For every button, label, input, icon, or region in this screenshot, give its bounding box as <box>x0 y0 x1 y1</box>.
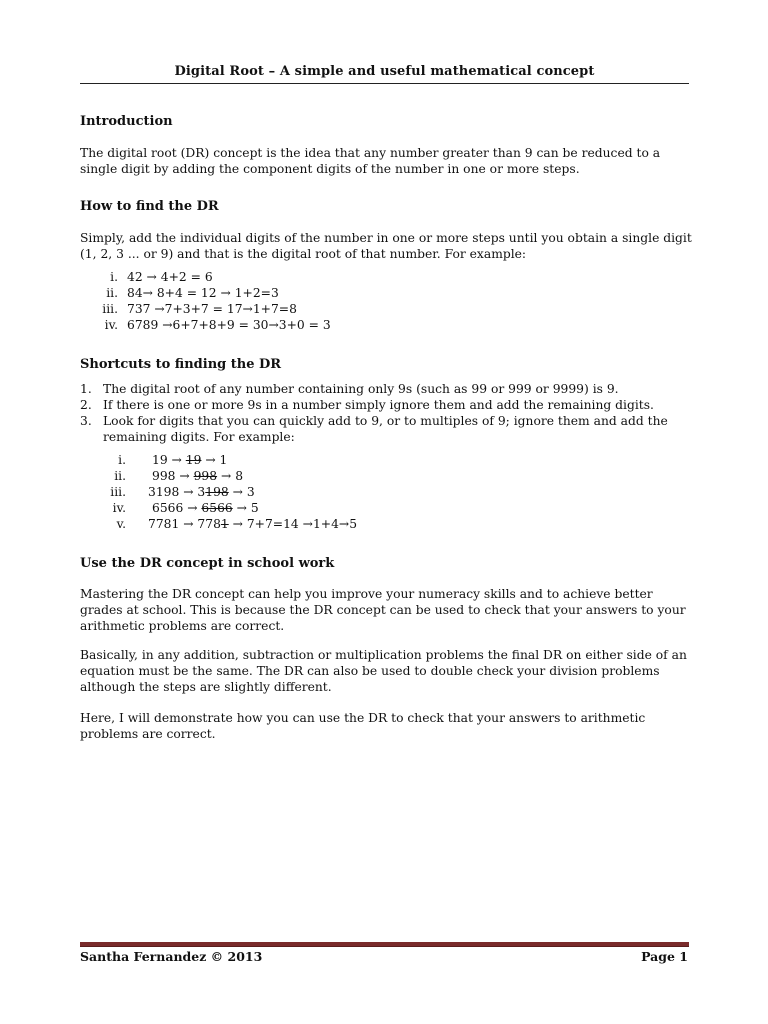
school-paragraph-2: Basically, in any addition, subtraction or multiplication problems the final DR on either side of an equation must be the same. The DR can also be used to double check your division problems although the steps are slightly different. <box>80 648 687 694</box>
list-item: 1. The digital root of any number containing only 9s (such as 99 or 999 or 9999) is 9. <box>80 382 619 396</box>
struck-digits: 19 <box>185 453 202 467</box>
page-header-title: Digital Root – A simple and useful mathematical concept <box>174 64 595 79</box>
howto-paragraph: Simply, add the individual digits of the number in one or more steps until you obtain a single digit (1, 2, 3 ... or 9) and that is the digital root of that number. For example: <box>80 231 692 261</box>
footer-page-number: Page 1 <box>641 949 688 964</box>
struck-digits: 6566 <box>201 501 233 515</box>
struck-digits: 998 <box>193 469 218 483</box>
intro-paragraph: The digital root (DR) concept is the idea that any number greater than 9 can be reduced to a single digit by adding the component digits of the number in one or more steps. <box>80 146 661 176</box>
school-heading: Use the DR concept in school work <box>80 556 335 571</box>
howto-heading: How to find the DR <box>80 199 219 214</box>
document-page: Digital Root – A simple and useful mathematical concept Introduction The digital root (DR) concept is the idea that any number greater than 9 can be reduced to a single digit by adding the component digits of the number in one or more steps. How to find the DR Simply, add the individual digits of the number in one or more steps until you obtain a single digit (1, 2, 3 ... or 9) and that is the digital root of that number. For example: i. 42 → 4+2 = 6 ii. 84→ 8+4 = 12 → 1+2=3 iii. 737 →7+3+7 = 17→1+7=8 iv. 6789 →6+7+8+9 = 30→3+0 = 3 Shortcuts to finding the DR 1. The digital root of any number containing only 9s (such as 99 or 999 or 9999) is 9. 2. If there is one or more 9s in a number simply ignore them and add the remaining digits. 3. Look for digits that you can quickly add to 9, or to multiples of 9; ignore them and add the remaining digits. For example: i. 19 → 19 → 1 ii. 998 → 998 → 8 iii. 3198 → 3198 → 3 iv. 6566 → 6566 → 5 v. 7781 → 7781 → 7+7=14 →1+4→5 Use the DR concept in school work Mastering the DR concept can help you improve your numeracy skills and to achieve better grades at school. This is because the DR concept can be used to check that your answers to your arithmetic problems are correct. Basically, in any addition, subtraction or multiplication problems the final DR on either side of an equation must be the same. The DR can also be used to double check your division problems although the steps are slightly different. Here, I will demonstrate how you can use the DR to check that your answers to arithmetic problems are correct. Santha Fernandez © 2013 Page 1 <box>80 64 692 964</box>
list-item: 3. Look for digits that you can quickly add to 9, or to multiples of 9; ignore them and add the remaining digits. For example: <box>80 414 668 444</box>
shortcuts-heading: Shortcuts to finding the DR <box>80 357 282 372</box>
school-paragraph-3: Here, I will demonstrate how you can use the DR to check that your answers to arithmetic problems are correct. <box>80 711 646 741</box>
shortcuts-list <box>80 381 692 445</box>
intro-heading: Introduction <box>80 114 173 129</box>
footer-author: Santha Fernandez © 2013 <box>80 949 263 964</box>
school-paragraph-1: Mastering the DR concept can help you improve your numeracy skills and to achieve better grades at school. This is because the DR concept can be used to check that your answers to your arithmetic problems are correct. <box>80 587 686 633</box>
header-divider <box>80 83 689 84</box>
footer-divider <box>80 942 689 947</box>
list-item: 2. If there is one or more 9s in a number simply ignore them and add the remaining digits. <box>80 398 654 412</box>
struck-digits: 1 <box>220 517 229 531</box>
struck-digits: 198 <box>205 485 229 499</box>
